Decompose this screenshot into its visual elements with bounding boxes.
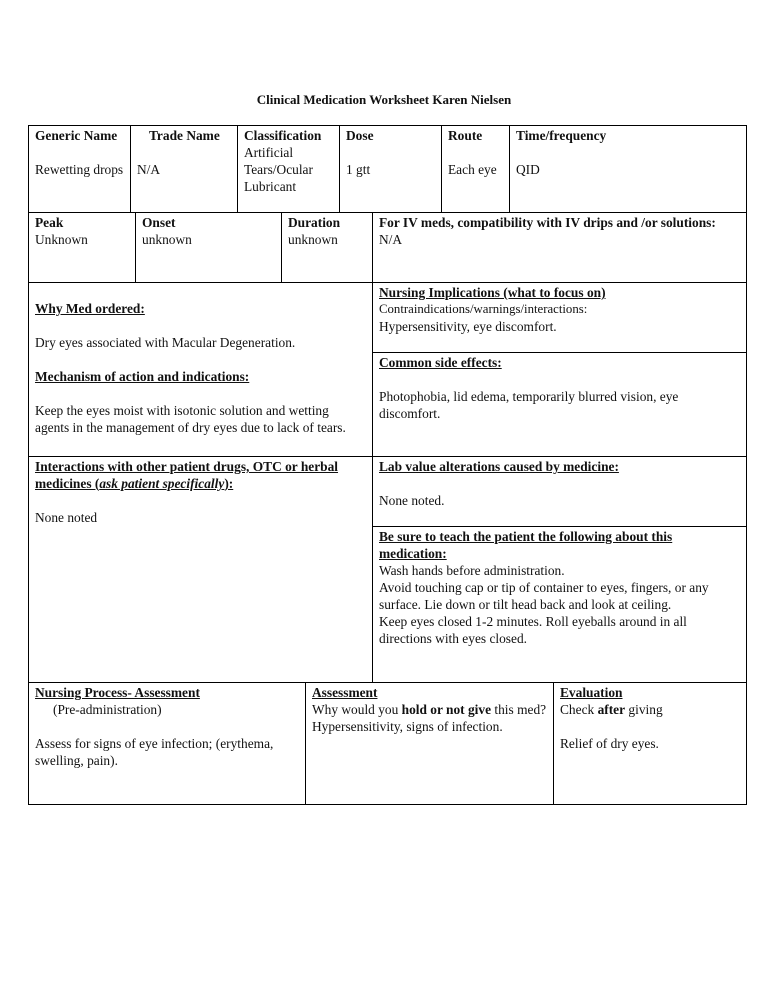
assessment-question-bold: hold or not give: [401, 702, 492, 717]
duration-label: Duration: [288, 215, 341, 230]
nursing-process-heading: Nursing Process- Assessment: [35, 685, 200, 700]
route-label: Route: [448, 128, 483, 143]
nursing-process-cell: [28, 682, 306, 805]
evaluation-question-b: giving: [625, 702, 663, 717]
classification-value: Artificial Tears/Ocular Lubricant: [244, 145, 313, 194]
assessment-heading: Assessment: [312, 685, 378, 700]
nursing-implications-line2: Hypersensitivity, eye discomfort.: [379, 319, 557, 334]
dose-label: Dose: [346, 128, 374, 143]
time-frequency-cell: [509, 125, 747, 213]
mechanism-heading: Mechanism of action and indications:: [35, 369, 250, 384]
patient-teaching-line: Keep eyes closed 1-2 minutes. Roll eyeballs around in all directions with eyes closed.: [379, 614, 687, 646]
interactions-text: None noted: [35, 510, 98, 525]
why-med-ordered-text: Dry eyes associated with Macular Degeneration.: [35, 335, 296, 350]
time-frequency-label: Time/frequency: [516, 128, 607, 143]
side-effects-cell: [372, 352, 747, 457]
page-title: Clinical Medication Worksheet Karen Nielsen: [256, 92, 512, 107]
generic-name-label: Generic Name: [35, 128, 118, 143]
onset-value: unknown: [142, 232, 192, 247]
generic-name-cell: [28, 125, 131, 213]
assessment-text: Hypersensitivity, signs of infection.: [312, 719, 503, 734]
nursing-implications-heading: Nursing Implications (what to focus on): [379, 285, 606, 300]
onset-cell: [135, 212, 282, 283]
assessment-question-b: this med?: [491, 702, 547, 717]
nursing-process-sub: (Pre-administration): [53, 702, 162, 717]
trade-name-cell: [130, 125, 238, 213]
patient-teaching-line: Wash hands before administration.: [379, 563, 565, 578]
interactions-heading-italic: ask patient specifically: [99, 476, 225, 491]
nursing-implications-line1: Contraindications/warnings/interactions:: [379, 302, 588, 316]
iv-compatibility-cell: [372, 212, 747, 283]
peak-cell: [28, 212, 136, 283]
assessment-question-a: Why would you: [312, 702, 402, 717]
peak-label: Peak: [35, 215, 64, 230]
route-cell: [441, 125, 510, 213]
nursing-implications-cell: [372, 282, 747, 353]
trade-name-label: Trade Name: [149, 128, 220, 143]
lab-alterations-text: None noted.: [379, 493, 445, 508]
evaluation-question-a: Check: [560, 702, 598, 717]
side-effects-heading: Common side effects:: [379, 355, 502, 370]
why-med-ordered-cell: [28, 282, 373, 457]
evaluation-heading: Evaluation: [560, 685, 623, 700]
interactions-heading-b: ):: [224, 476, 234, 491]
interactions-cell: [28, 456, 373, 683]
patient-teaching-heading: Be sure to teach the patient the following about this medication:: [379, 529, 673, 561]
side-effects-text: Photophobia, lid edema, temporarily blurred vision, eye discomfort.: [379, 389, 679, 421]
evaluation-cell: [553, 682, 747, 805]
evaluation-question-bold: after: [597, 702, 626, 717]
patient-teaching-line: Avoid touching cap or tip of container to eyes, fingers, or any surface. Lie down or tilt head back and look at ceiling.: [379, 580, 709, 612]
assessment-cell: [305, 682, 554, 805]
dose-cell: [339, 125, 442, 213]
trade-name-value: N/A: [137, 162, 161, 177]
evaluation-text: Relief of dry eyes.: [560, 736, 659, 751]
peak-value: Unknown: [35, 232, 88, 247]
duration-cell: [281, 212, 373, 283]
dose-value: 1 gtt: [346, 162, 371, 177]
iv-compatibility-value: N/A: [379, 232, 403, 247]
mechanism-text: Keep the eyes moist with isotonic solution and wetting agents in the management of dry eyes due to lack of tears.: [35, 403, 346, 435]
interactions-heading-a: Interactions with other patient drugs, OTC or herbal medicines (: [35, 459, 339, 491]
classification-label: Classification: [244, 128, 322, 143]
lab-alterations-cell: [372, 456, 747, 527]
classification-cell: [237, 125, 340, 213]
nursing-process-text: Assess for signs of eye infection; (erythema, swelling, pain).: [35, 736, 274, 768]
why-med-ordered-heading: Why Med ordered:: [35, 301, 145, 316]
iv-compatibility-label: For IV meds, compatibility with IV drips and /or solutions:: [379, 215, 716, 230]
generic-name-value: Rewetting drops: [35, 162, 124, 177]
time-frequency-value: QID: [516, 162, 540, 177]
onset-label: Onset: [142, 215, 176, 230]
patient-teaching-cell: [372, 526, 747, 683]
duration-value: unknown: [288, 232, 338, 247]
lab-alterations-heading: Lab value alterations caused by medicine:: [379, 459, 619, 474]
route-value: Each eye: [448, 162, 497, 177]
